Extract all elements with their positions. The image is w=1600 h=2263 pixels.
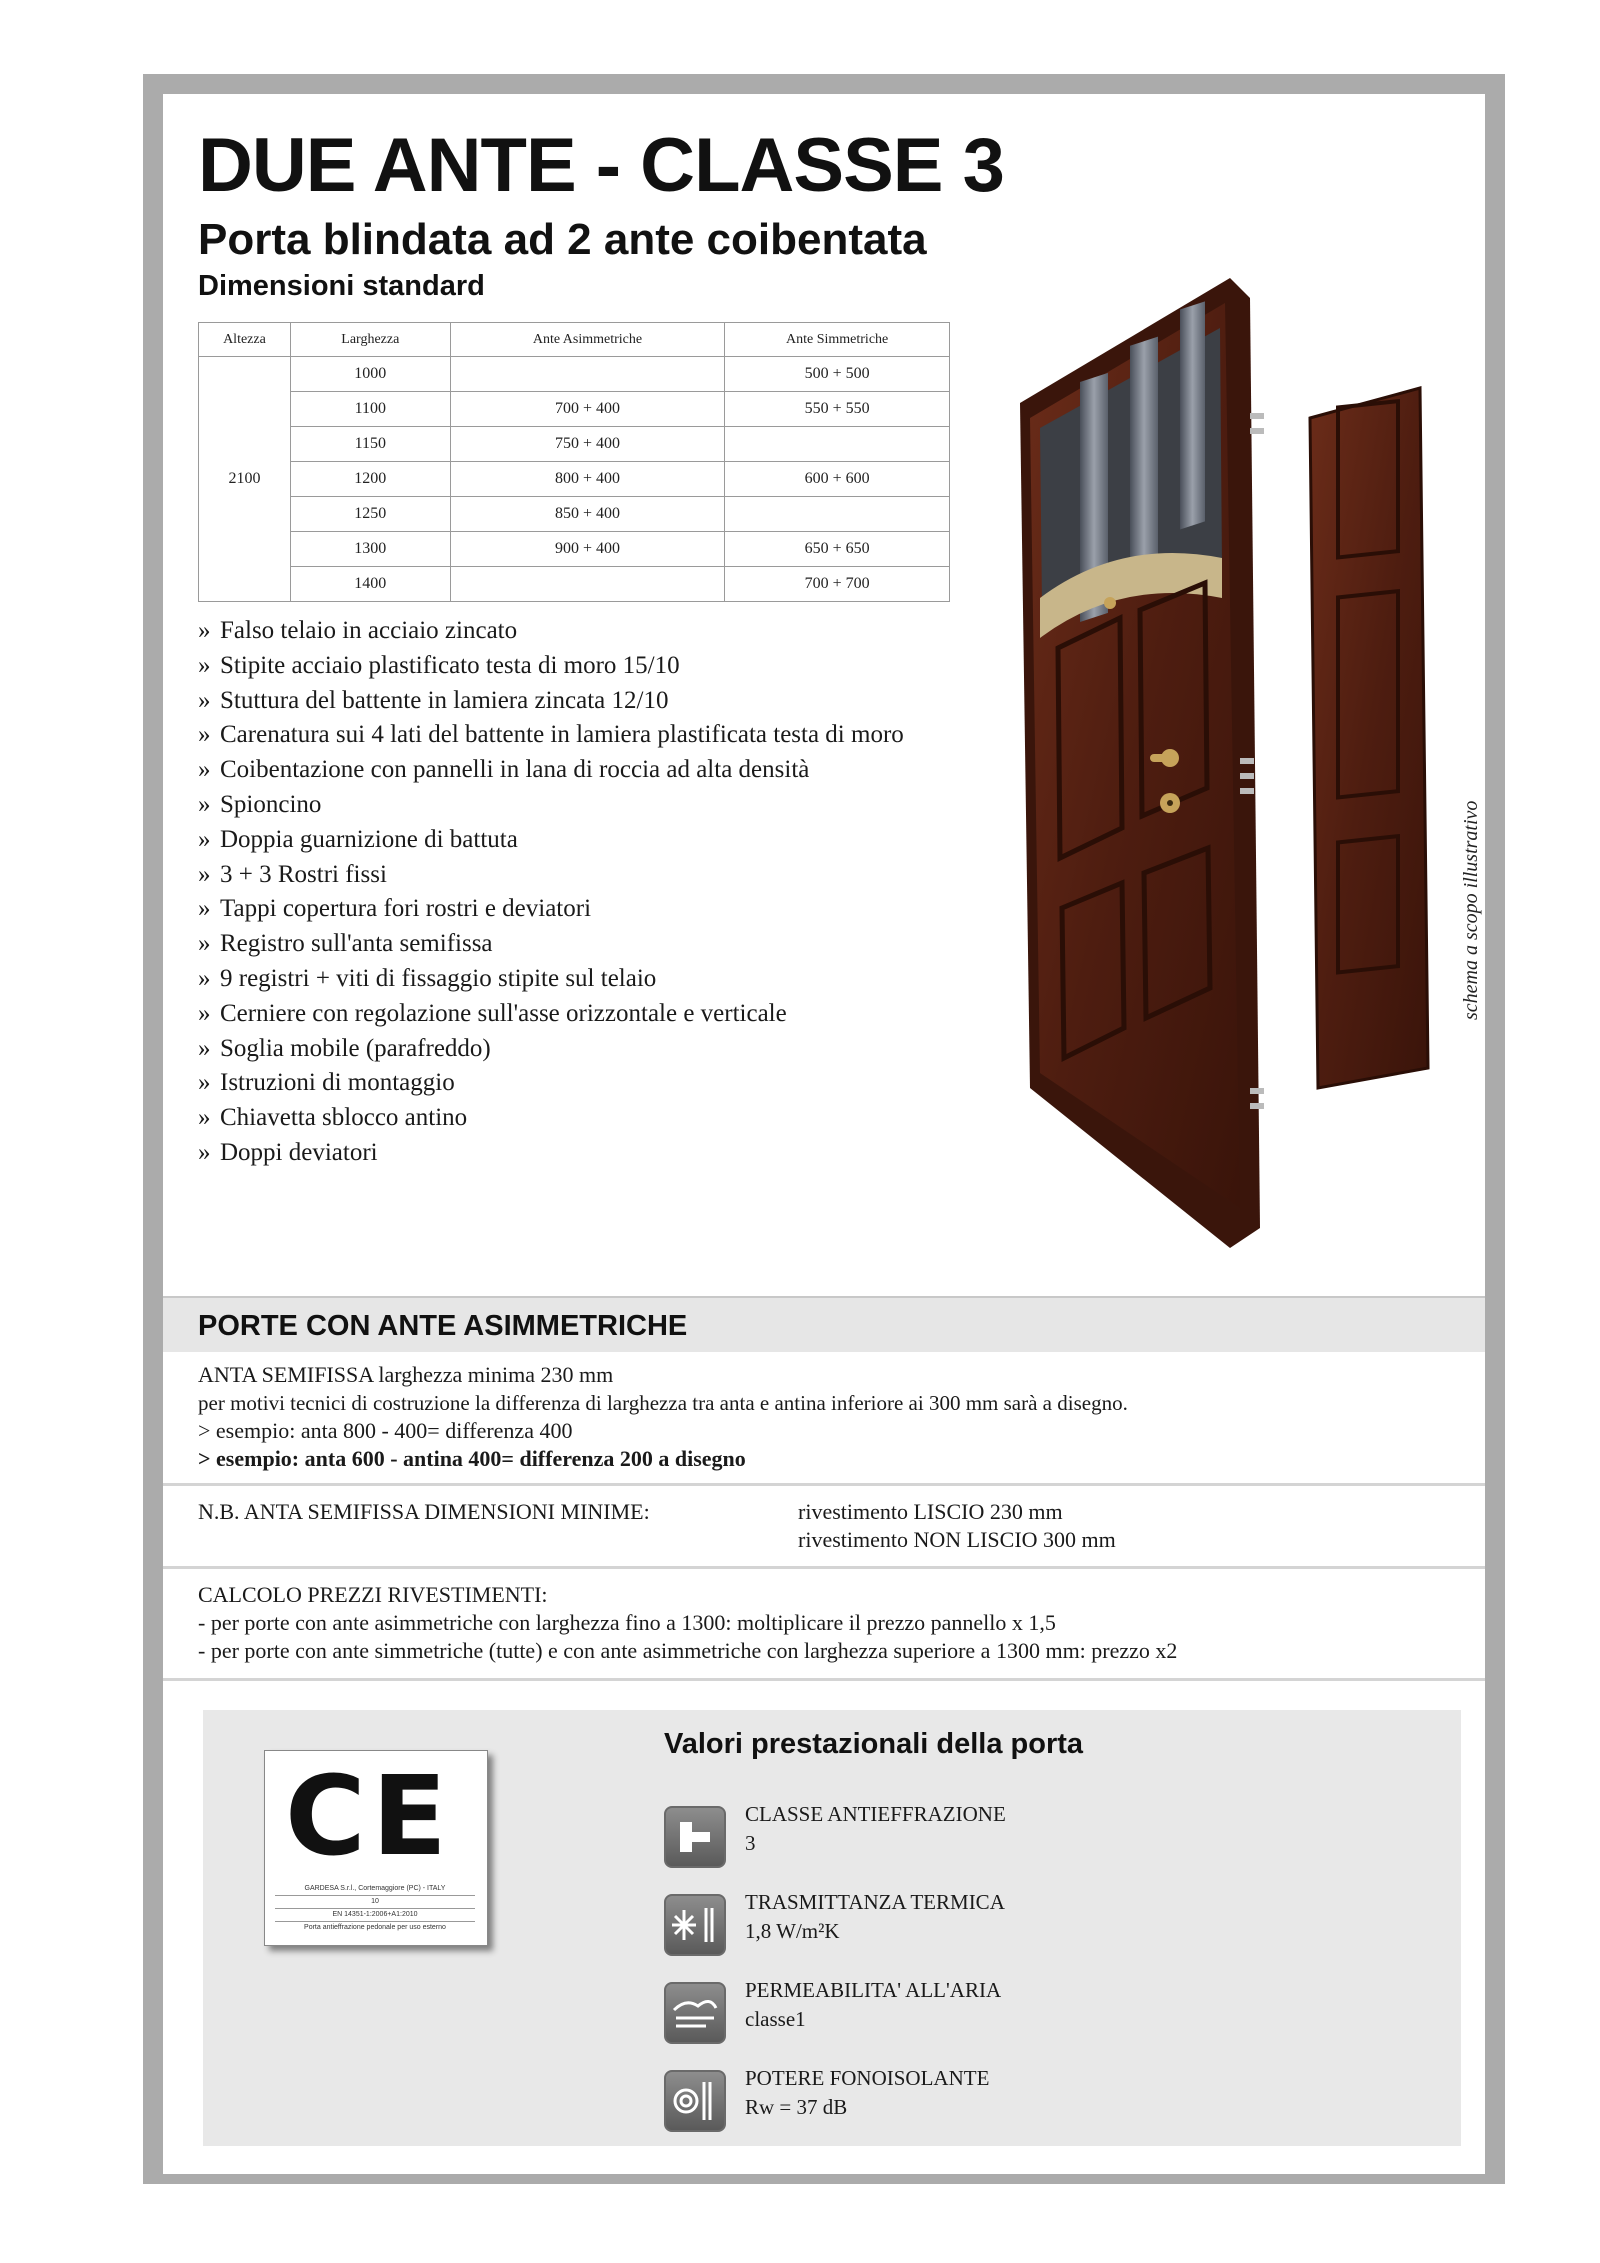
asym-line-2: per motivi tecnici di costruzione la differenza di larghezza tra anta e antina inferiore ai 300 mm sarà a disegno. — [198, 1391, 1128, 1415]
nb-label: N.B. ANTA SEMIFISSA DIMENSIONI MINIME: — [198, 1499, 650, 1524]
sym-cell: 600 + 600 — [725, 462, 950, 497]
column-header: Ante Simmetriche — [725, 323, 950, 357]
ce-label-text — [275, 1883, 475, 1934]
sound-insulation-icon — [664, 2070, 726, 2132]
asym-line-4: > esempio: anta 600 - antina 400= differenza 200 a disegno — [198, 1446, 746, 1471]
list-item: » Soglia mobile (parafreddo) — [198, 1032, 918, 1067]
larghezza-cell: 1400 — [290, 567, 450, 602]
list-item: » Registro sull'anta semifissa — [198, 927, 918, 962]
asym-cell: 850 + 400 — [450, 497, 725, 532]
prices-line-1: - per porte con ante asimmetriche con larghezza fino a 1300: moltiplicare il prezzo pannello x 1,5 — [198, 1610, 1056, 1635]
asym-cell: 900 + 400 — [450, 532, 725, 567]
sym-cell: 500 + 500 — [725, 357, 950, 392]
sym-cell — [725, 497, 950, 532]
dimensions-heading: Dimensioni standard — [198, 270, 485, 302]
column-header: Ante Asimmetriche — [450, 323, 725, 357]
table-row — [199, 532, 950, 567]
illustrative-note: schema a scopo illustrativo — [1460, 800, 1482, 1020]
list-item: » Chiavetta sblocco antino — [198, 1101, 918, 1136]
list-item: » Cerniere con regolazione sull'asse orizzontale e verticale — [198, 997, 918, 1032]
list-item: » Istruzioni di montaggio — [198, 1066, 918, 1101]
nb-value-smooth: rivestimento LISCIO 230 mm — [798, 1499, 1063, 1524]
table-row — [199, 497, 950, 532]
list-item: » Tappi copertura fori rostri e deviatori — [198, 892, 918, 927]
list-item: » Stipite acciaio plastificato testa di moro 15/10 — [198, 649, 918, 684]
larghezza-cell: 1000 — [290, 357, 450, 392]
asym-line-1: ANTA SEMIFISSA larghezza minima 230 mm — [198, 1362, 614, 1387]
sym-cell: 550 + 550 — [725, 392, 950, 427]
asym-cell: 700 + 400 — [450, 392, 725, 427]
perf-value: 1,8 W/m²K — [745, 1919, 840, 1943]
asym-cell — [450, 567, 725, 602]
lock-bolt-icon — [664, 1806, 726, 1868]
asym-cell: 800 + 400 — [450, 462, 725, 497]
larghezza-cell: 1250 — [290, 497, 450, 532]
list-item: » Stuttura del battente in lamiera zincata 12/10 — [198, 684, 918, 719]
list-item: » Doppia guarnizione di battuta — [198, 823, 918, 858]
asymmetric-section-bar — [163, 1296, 1485, 1352]
list-item: » Coibentazione con pannelli in lana di roccia ad alta densità — [198, 753, 918, 788]
asym-cell — [450, 357, 725, 392]
table-row — [199, 427, 950, 462]
ce-mark: CE — [285, 1752, 453, 1880]
thermal-snowflake-icon — [664, 1894, 726, 1956]
features-list — [198, 614, 918, 1171]
list-item: » Falso telaio in acciaio zincato — [198, 614, 918, 649]
asymmetric-heading: PORTE CON ANTE ASIMMETRICHE — [198, 1310, 688, 1342]
prices-line-2: - per porte con ante simmetriche (tutte) e con ante asimmetriche con larghezza superiore a 1300 mm: prezzo x2 — [198, 1638, 1178, 1663]
perf-value: Rw = 37 dB — [745, 2095, 848, 2119]
sym-cell — [725, 427, 950, 462]
table-row — [199, 392, 950, 427]
column-header: Altezza — [199, 323, 291, 357]
performance-title: Valori prestazionali della porta — [664, 1728, 1084, 1760]
ce-line: EN 14351-1:2006+A1:2010 — [275, 1909, 475, 1922]
ce-line: Porta antieffrazione pedonale per uso esterno — [304, 1924, 446, 1931]
table-row — [199, 462, 950, 497]
larghezza-cell: 1200 — [290, 462, 450, 497]
sym-cell: 650 + 650 — [725, 532, 950, 567]
divider — [163, 1483, 1485, 1486]
list-item: » Doppi deviatori — [198, 1136, 918, 1171]
prices-heading: CALCOLO PREZZI RIVESTIMENTI: — [198, 1582, 548, 1607]
column-header: Larghezza — [290, 323, 450, 357]
perf-label: TRASMITTANZA TERMICA — [745, 1890, 1005, 1914]
ce-line: GARDESA S.r.l., Cortemaggiore (PC) - ITALY — [275, 1883, 475, 1896]
door-image — [1000, 268, 1460, 1268]
page-subtitle: Porta blindata ad 2 ante coibentata — [198, 215, 927, 264]
ce-label-card — [264, 1750, 488, 1946]
perf-value: 3 — [745, 1831, 756, 1855]
page-title: DUE ANTE - CLASSE 3 — [198, 123, 1004, 208]
divider — [163, 1678, 1485, 1681]
perf-label: POTERE FONOISOLANTE — [745, 2066, 990, 2090]
altezza-cell: 2100 — [199, 357, 291, 602]
nb-value-textured: rivestimento NON LISCIO 300 mm — [798, 1527, 1116, 1552]
perf-label: CLASSE ANTIEFFRAZIONE — [745, 1802, 1006, 1826]
table-row — [199, 357, 950, 392]
table-header-row — [199, 323, 950, 357]
list-item: » 3 + 3 Rostri fissi — [198, 858, 918, 893]
table-row — [199, 567, 950, 602]
sym-cell: 700 + 700 — [725, 567, 950, 602]
list-item: » Spioncino — [198, 788, 918, 823]
larghezza-cell: 1300 — [290, 532, 450, 567]
ce-line: 10 — [275, 1896, 475, 1909]
perf-label: PERMEABILITA' ALL'ARIA — [745, 1978, 1002, 2002]
divider — [163, 1566, 1485, 1569]
larghezza-cell: 1150 — [290, 427, 450, 462]
larghezza-cell: 1100 — [290, 392, 450, 427]
dimensions-table — [198, 322, 950, 602]
air-permeability-icon — [664, 1982, 726, 2044]
list-item: » Carenatura sui 4 lati del battente in lamiera plastificata testa di moro — [198, 718, 918, 753]
perf-value: classe1 — [745, 2007, 806, 2031]
asym-cell: 750 + 400 — [450, 427, 725, 462]
list-item: » 9 registri + viti di fissaggio stipite sul telaio — [198, 962, 918, 997]
door-illustration — [1000, 268, 1460, 1268]
asym-line-3: > esempio: anta 800 - 400= differenza 400 — [198, 1418, 573, 1443]
